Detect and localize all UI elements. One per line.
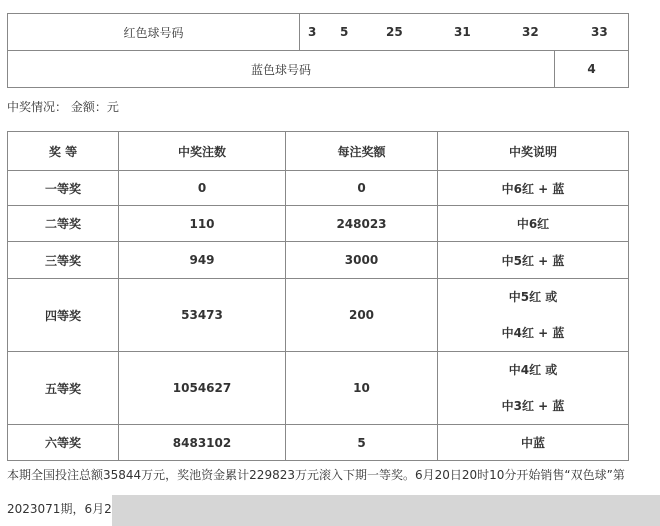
prize-amount: 3000 [286, 242, 438, 279]
prize-desc [438, 425, 629, 461]
prize-desc-line: 中5红 + 蓝 [501, 253, 565, 268]
prize-desc-line: 中6红 [516, 217, 550, 231]
red-ball-2: 5 [340, 25, 349, 39]
prize-desc [438, 352, 629, 425]
prize-level: 五等奖 [8, 352, 119, 425]
header-level: 奖 等 [8, 132, 119, 171]
red-ball-row [8, 14, 629, 51]
red-ball-6: 33 [591, 25, 608, 39]
prize-desc-line: 中6红 + 蓝 [501, 181, 565, 196]
blue-ball-row [8, 51, 629, 88]
header-count: 中奖注数 [119, 132, 286, 171]
prize-count: 53473 [119, 279, 286, 352]
prize-header-row [8, 132, 629, 171]
blue-ball-label: 蓝色球号码 [8, 51, 555, 88]
red-ball-label: 红色球号码 [8, 14, 300, 51]
red-ball-3: 25 [386, 25, 403, 39]
prize-count: 8483102 [119, 425, 286, 461]
table-row [8, 279, 629, 352]
prize-desc [438, 206, 629, 242]
header-desc: 中奖说明 [438, 132, 629, 171]
prize-amount: 200 [286, 279, 438, 352]
prize-desc-line: 中4红 或 [508, 363, 558, 377]
prize-amount: 0 [286, 171, 438, 206]
prize-table [7, 131, 629, 461]
prize-amount: 5 [286, 425, 438, 461]
red-ball-numbers [300, 14, 629, 51]
blue-ball-number: 4 [555, 51, 629, 88]
header-amount: 每注奖额 [286, 132, 438, 171]
red-ball-1: 3 [308, 25, 317, 39]
prize-desc-line: 中3红 + 蓝 [501, 399, 565, 413]
summary-text-line-2: 2023071期，6月2 [7, 502, 112, 516]
prize-amount: 248023 [286, 206, 438, 242]
prize-desc [438, 279, 629, 352]
table-row [8, 242, 629, 279]
gray-overlay-bar [112, 495, 660, 526]
summary-text-line-1: 本期全国投注总额35844万元，奖池资金累计229823万元滚入下期一等奖。6月20日20时10分开始销售“双色球”第 [7, 468, 625, 482]
red-ball-4: 31 [454, 25, 471, 39]
prize-count: 110 [119, 206, 286, 242]
prize-level: 六等奖 [8, 425, 119, 461]
table-row [8, 425, 629, 461]
prize-desc [438, 242, 629, 279]
prize-count: 0 [119, 171, 286, 206]
prize-desc-line: 中4红 + 蓝 [501, 326, 565, 340]
prize-desc-line: 中蓝 [520, 436, 545, 450]
prize-desc [438, 171, 629, 206]
prize-level: 四等奖 [8, 279, 119, 352]
prize-level: 二等奖 [8, 206, 119, 242]
prize-desc-line: 中5红 或 [508, 290, 558, 304]
red-ball-5: 32 [522, 25, 539, 39]
prize-amount: 10 [286, 352, 438, 425]
prize-count: 949 [119, 242, 286, 279]
table-row [8, 206, 629, 242]
prize-level: 三等奖 [8, 242, 119, 279]
prize-count: 1054627 [119, 352, 286, 425]
prize-info-caption: 中奖情况： 金额：元 [7, 100, 119, 114]
prize-level: 一等奖 [8, 171, 119, 206]
table-row [8, 352, 629, 425]
ball-table [7, 13, 629, 88]
table-row [8, 171, 629, 206]
